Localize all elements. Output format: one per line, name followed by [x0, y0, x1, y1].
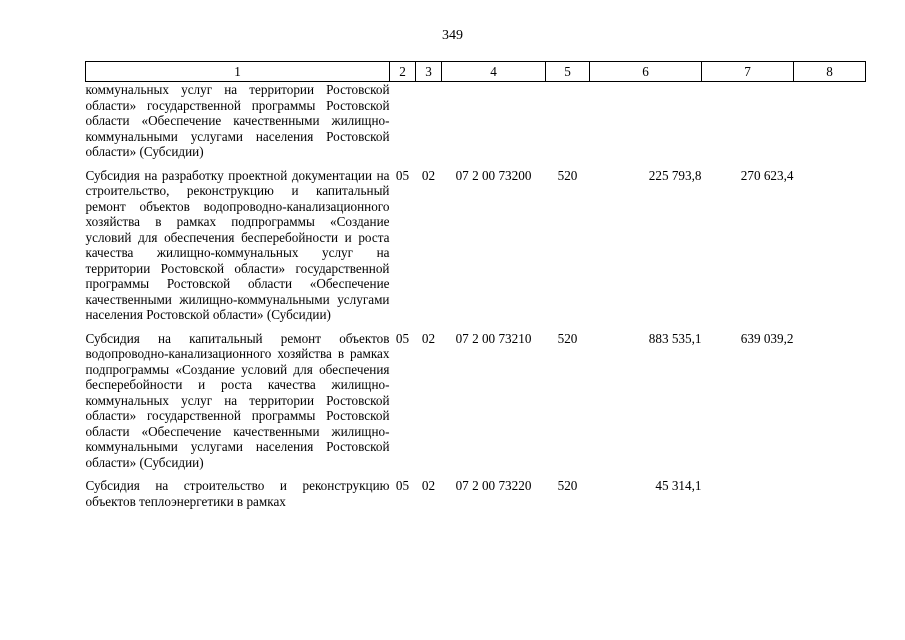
subsection-code	[416, 82, 442, 160]
column-header: 2	[390, 62, 416, 82]
amount-col8	[794, 478, 866, 509]
row-description: Субсидия на строительство и реконструкцию объектов теплоэнергетики в рамках	[85, 478, 390, 509]
section-code: 05	[395, 330, 410, 346]
target-article-code: 07 2 00 73210	[455, 330, 532, 346]
column-header: 4	[442, 62, 546, 82]
expense-type-code: 520	[557, 167, 578, 183]
subsection-code: 02	[421, 167, 436, 183]
target-article-code: 07 2 00 73220	[455, 478, 532, 493]
amount-col6: 45 314,1	[655, 478, 702, 493]
target-article-code: 07 2 00 73200	[455, 167, 532, 183]
table-row	[86, 82, 866, 160]
column-header: 7	[702, 62, 794, 82]
column-header: 5	[546, 62, 590, 82]
column-header: 1	[86, 62, 390, 82]
row-description: коммунальных услуг на территории Ростовской области» государственной программы Ростовской области «Обеспечение качественными жилищно-коммунальными услугами населения Ростовской области» (Субсидии)	[85, 82, 390, 159]
amount-col7	[702, 478, 794, 509]
table-row	[86, 168, 866, 323]
amount-col7	[702, 82, 794, 160]
subsection-code: 02	[421, 478, 436, 493]
column-header: 6	[590, 62, 702, 82]
amount-col8	[794, 168, 866, 323]
amount-col6: 225 793,8	[648, 167, 702, 183]
section-code: 05	[395, 478, 410, 493]
expense-type-code	[546, 82, 590, 160]
column-header: 8	[794, 62, 866, 82]
table-row	[86, 331, 866, 471]
amount-col8	[794, 82, 866, 160]
amount-col7: 639 039,2	[740, 330, 794, 346]
row-description: Субсидия на разработку проектной документации на строительство, реконструкцию и капитальный ремонт объектов водопроводно-канализационного хозяйства в рамках подпрограммы «Создание условий для обеспечения бесперебойности и роста качества жилищно-коммунальных услуг на территории Ростовской области» государственной программы Ростовской области «Обеспечение качественными жилищно-коммунальными услугами населения Ростовской области» (Субсидии)	[85, 167, 390, 322]
section-code: 05	[395, 167, 410, 183]
amount-col7: 270 623,4	[740, 167, 794, 183]
expense-type-code: 520	[557, 330, 578, 346]
table-row	[86, 478, 866, 509]
amount-col8	[794, 331, 866, 471]
page-number: 349	[442, 28, 463, 43]
amount-col6: 883 535,1	[648, 330, 702, 346]
subsection-code: 02	[421, 330, 436, 346]
target-article-code	[442, 82, 546, 160]
header-row	[86, 62, 866, 82]
amount-col6	[590, 82, 702, 160]
row-description: Субсидия на капитальный ремонт объектов водопроводно-канализационного хозяйства в рамках подпрограммы «Создание условий для обеспечения бесперебойности и роста качества жилищно-коммунальных услуг на территории Ростовской области» государственной программы Ростовской области «Обеспечение качественными жилищно-коммунальными услугами населения Ростовской области» (Субсидии)	[85, 330, 390, 470]
section-code	[390, 82, 416, 160]
expense-type-code: 520	[557, 478, 578, 493]
budget-table	[85, 61, 866, 509]
column-header: 3	[416, 62, 442, 82]
